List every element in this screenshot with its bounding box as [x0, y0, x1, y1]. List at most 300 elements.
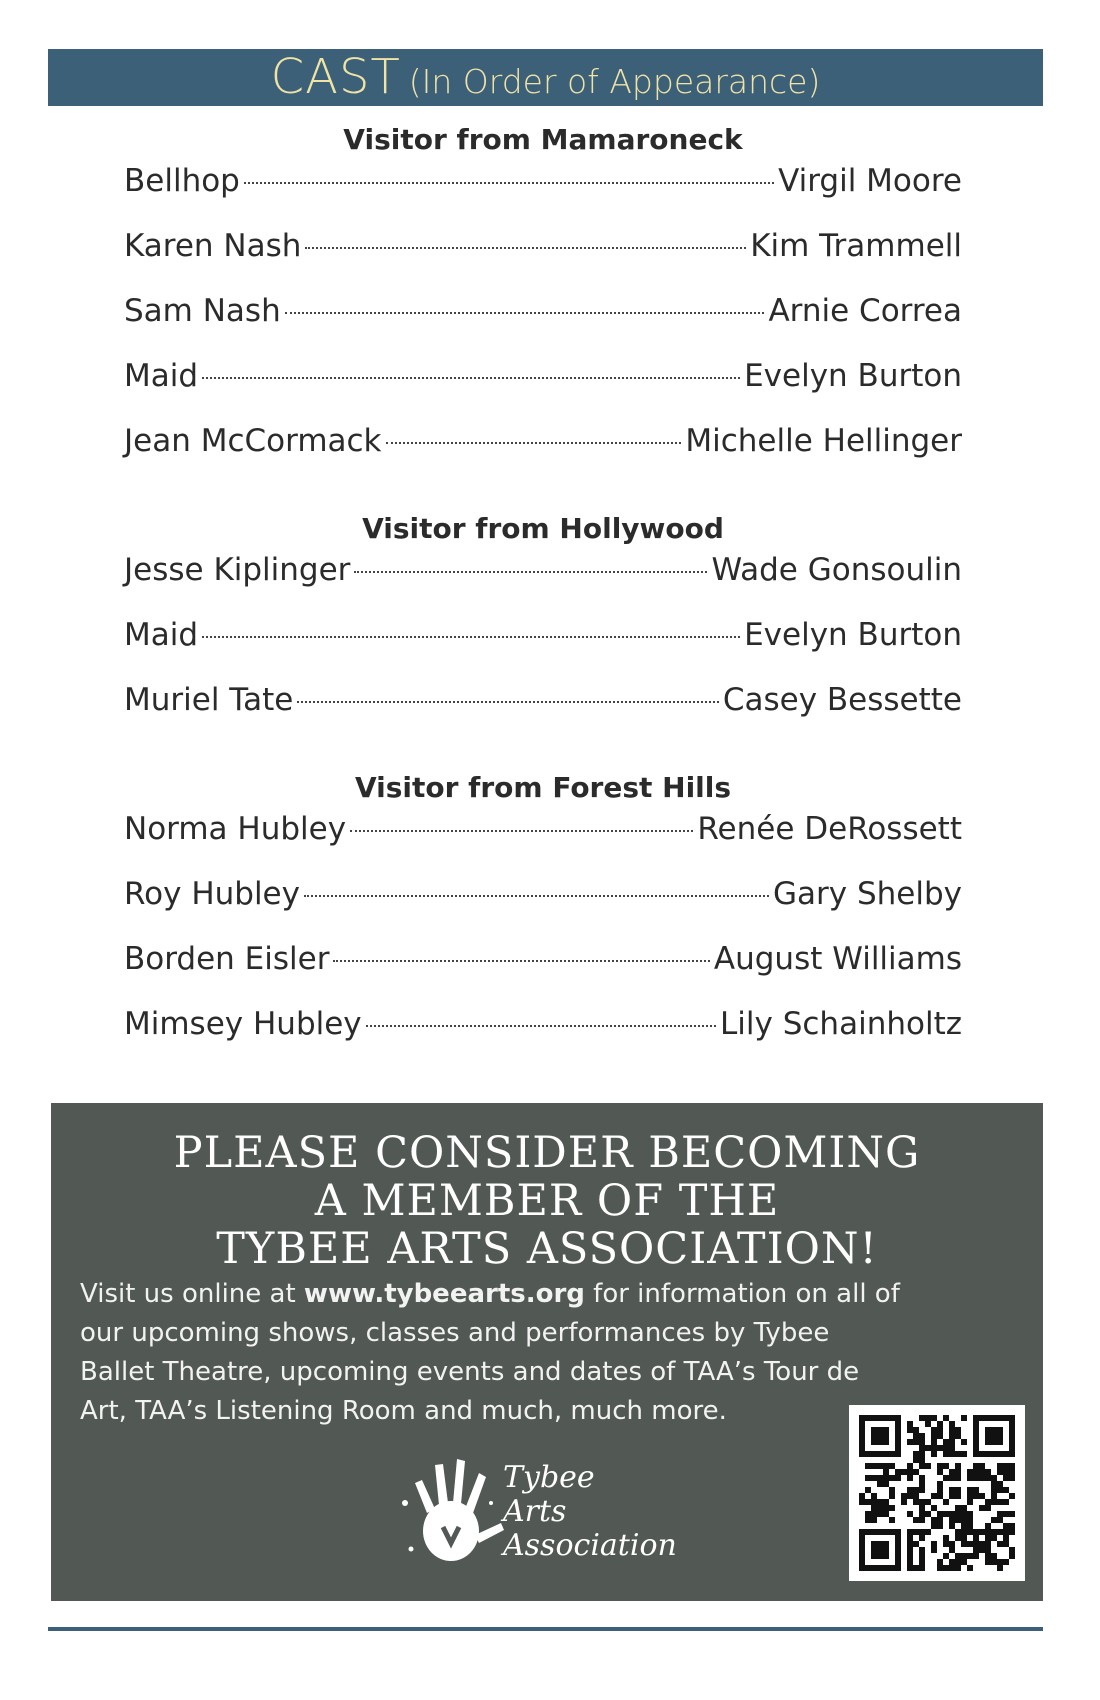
qr-module [937, 1493, 943, 1499]
qr-module [907, 1553, 913, 1559]
qr-module [955, 1529, 961, 1535]
qr-module [937, 1523, 943, 1529]
qr-module [913, 1439, 919, 1445]
cast-row [124, 552, 962, 617]
qr-module [955, 1427, 961, 1433]
qr-module [931, 1439, 937, 1445]
qr-module [877, 1481, 883, 1487]
qr-module [955, 1565, 961, 1571]
logo-line: Tybee [503, 1460, 595, 1495]
qr-module [961, 1559, 967, 1565]
qr-module [931, 1415, 937, 1421]
qr-module [943, 1445, 949, 1451]
qr-module [919, 1559, 925, 1565]
qr-module [967, 1493, 973, 1499]
qr-module [991, 1517, 997, 1523]
qr-module [895, 1469, 901, 1475]
role-name: Borden Eisler [124, 941, 330, 977]
qr-module [913, 1487, 919, 1493]
qr-module [949, 1523, 955, 1529]
qr-module [919, 1499, 925, 1505]
qr-module [913, 1451, 919, 1457]
qr-module [979, 1475, 985, 1481]
qr-module [889, 1493, 895, 1499]
dot-leader [297, 701, 719, 703]
actor-name: Michelle Hellinger [685, 423, 962, 459]
qr-module [919, 1535, 925, 1541]
cast-row [124, 811, 962, 876]
section-title: Visitor from Forest Hills [354, 771, 732, 804]
qr-module [973, 1463, 979, 1469]
qr-module [949, 1427, 955, 1433]
cast-row [124, 358, 962, 423]
qr-module [919, 1553, 925, 1559]
qr-module [973, 1535, 979, 1541]
qr-module [949, 1439, 955, 1445]
qr-code-icon [849, 1405, 1025, 1581]
qr-module [907, 1469, 913, 1475]
qr-module [955, 1451, 961, 1457]
qr-module [973, 1553, 979, 1559]
qr-module [883, 1463, 889, 1469]
qr-module [1009, 1493, 1015, 1499]
qr-module [913, 1529, 919, 1535]
qr-module [919, 1415, 925, 1421]
cast-row [124, 941, 962, 1006]
qr-module [865, 1487, 871, 1493]
qr-module [919, 1475, 925, 1481]
qr-module [865, 1511, 871, 1517]
qr-module [1003, 1529, 1009, 1535]
qr-module [979, 1463, 985, 1469]
qr-module [889, 1517, 895, 1523]
role-name: Maid [124, 358, 199, 394]
cast-row [124, 228, 962, 293]
dot-leader [350, 830, 693, 832]
role-name: Muriel Tate [124, 682, 294, 718]
qr-module [877, 1475, 883, 1481]
qr-module [967, 1511, 973, 1517]
qr-module [1009, 1463, 1015, 1469]
qr-module [979, 1541, 985, 1547]
qr-module [973, 1487, 979, 1493]
cast-row [124, 423, 962, 488]
qr-module [931, 1445, 937, 1451]
qr-module [943, 1553, 949, 1559]
qr-module [991, 1559, 997, 1565]
role-name: Roy Hubley [124, 876, 300, 912]
qr-module [931, 1505, 937, 1511]
qr-module [877, 1499, 883, 1505]
qr-module [925, 1415, 931, 1421]
qr-module [919, 1445, 925, 1451]
qr-module [919, 1547, 925, 1553]
qr-module [889, 1487, 895, 1493]
qr-module [943, 1511, 949, 1517]
qr-module [1003, 1499, 1009, 1505]
qr-module [919, 1457, 925, 1463]
qr-module [907, 1559, 913, 1565]
qr-module [919, 1451, 925, 1457]
qr-module [919, 1433, 925, 1439]
qr-module [919, 1505, 925, 1511]
qr-module [985, 1547, 991, 1553]
qr-module [943, 1451, 949, 1457]
qr-code[interactable] [849, 1405, 1025, 1581]
qr-module [967, 1469, 973, 1475]
qr-module [955, 1505, 961, 1511]
qr-module [871, 1511, 877, 1517]
qr-module [943, 1541, 949, 1547]
qr-module [877, 1505, 883, 1511]
qr-module [997, 1487, 1003, 1493]
qr-module [931, 1547, 937, 1553]
qr-module [913, 1493, 919, 1499]
qr-module [943, 1463, 949, 1469]
qr-module [997, 1499, 1003, 1505]
qr-module [937, 1463, 943, 1469]
qr-module [907, 1463, 913, 1469]
qr-module [997, 1481, 1003, 1487]
qr-module [907, 1439, 913, 1445]
qr-module [973, 1547, 979, 1553]
qr-module [985, 1475, 991, 1481]
qr-module [949, 1469, 955, 1475]
dot-leader [244, 182, 774, 184]
qr-module [985, 1469, 991, 1475]
qr-module [967, 1553, 973, 1559]
qr-module [871, 1517, 877, 1523]
qr-module [925, 1463, 931, 1469]
qr-module [943, 1415, 949, 1421]
logo-line: Arts [503, 1494, 567, 1529]
qr-module [991, 1529, 997, 1535]
qr-module [859, 1499, 865, 1505]
qr-module [997, 1565, 1003, 1571]
qr-module [907, 1541, 913, 1547]
qr-module [985, 1535, 991, 1541]
qr-module [907, 1547, 913, 1553]
qr-module [937, 1511, 943, 1517]
qr-module [961, 1517, 967, 1523]
qr-module [913, 1517, 919, 1523]
dot-leader [285, 312, 765, 314]
cast-row [124, 163, 962, 228]
actor-name: Renée DeRossett [697, 811, 962, 847]
cast-row [124, 876, 962, 941]
qr-module [985, 1523, 991, 1529]
qr-module [931, 1493, 937, 1499]
qr-module [913, 1433, 919, 1439]
qr-module [985, 1499, 991, 1505]
qr-module [937, 1433, 943, 1439]
qr-module [949, 1475, 955, 1481]
qr-module [955, 1469, 961, 1475]
qr-module [1003, 1535, 1009, 1541]
qr-module [913, 1457, 919, 1463]
membership-promo [51, 1103, 1043, 1601]
dot-leader [305, 247, 746, 249]
handprint-icon [402, 1459, 504, 1561]
qr-module [973, 1469, 979, 1475]
cast-row [124, 682, 962, 747]
qr-module [955, 1553, 961, 1559]
qr-module [943, 1475, 949, 1481]
qr-module [973, 1529, 979, 1535]
qr-module [997, 1469, 1003, 1475]
qr-module [949, 1493, 955, 1499]
qr-module [1003, 1487, 1009, 1493]
qr-module [925, 1529, 931, 1535]
qr-module [961, 1553, 967, 1559]
bottom-divider [48, 1627, 1043, 1631]
qr-module [961, 1523, 967, 1529]
qr-module [937, 1481, 943, 1487]
qr-module [913, 1541, 919, 1547]
qr-module [925, 1421, 931, 1427]
qr-module [865, 1463, 871, 1469]
qr-module [913, 1499, 919, 1505]
qr-module [949, 1421, 955, 1427]
qr-module [955, 1535, 961, 1541]
qr-module [919, 1529, 925, 1535]
qr-module [955, 1511, 961, 1517]
qr-module [937, 1487, 943, 1493]
qr-module [901, 1493, 907, 1499]
qr-module [985, 1529, 991, 1535]
actor-name: Gary Shelby [773, 876, 962, 912]
qr-module [1009, 1511, 1015, 1517]
qr-module [883, 1499, 889, 1505]
qr-module [973, 1475, 979, 1481]
qr-module [931, 1523, 937, 1529]
qr-module [985, 1541, 991, 1547]
qr-module [937, 1559, 943, 1565]
qr-module [895, 1475, 901, 1481]
qr-module [973, 1493, 979, 1499]
qr-module [1003, 1475, 1009, 1481]
qr-module [997, 1529, 1003, 1535]
qr-module [991, 1487, 997, 1493]
qr-module [967, 1517, 973, 1523]
qr-module [889, 1463, 895, 1469]
role-name: Karen Nash [124, 228, 302, 264]
qr-module [925, 1445, 931, 1451]
qr-module [931, 1541, 937, 1547]
role-name: Bellhop [124, 163, 240, 199]
cast-section-forest-hills [124, 765, 962, 1071]
qr-module [907, 1421, 913, 1427]
qr-module [1003, 1463, 1009, 1469]
qr-module [967, 1523, 973, 1529]
qr-module [949, 1517, 955, 1523]
promo-text: Visit us online at [80, 1279, 304, 1309]
qr-module [979, 1493, 985, 1499]
actor-name: Casey Bessette [722, 682, 962, 718]
qr-module [931, 1451, 937, 1457]
qr-module [901, 1469, 907, 1475]
qr-module [931, 1433, 937, 1439]
qr-module [997, 1511, 1003, 1517]
qr-module [949, 1547, 955, 1553]
qr-module [907, 1529, 913, 1535]
qr-module [937, 1469, 943, 1475]
qr-module [865, 1475, 871, 1481]
qr-module [907, 1475, 913, 1481]
qr-module [871, 1475, 877, 1481]
qr-module [991, 1481, 997, 1487]
dot-leader [304, 895, 769, 897]
dot-leader [386, 442, 682, 444]
qr-module [1009, 1547, 1015, 1553]
qr-module [967, 1541, 973, 1547]
actor-name: Wade Gonsoulin [711, 552, 962, 588]
qr-module [997, 1517, 1003, 1523]
qr-module [1003, 1541, 1009, 1547]
qr-module [997, 1463, 1003, 1469]
qr-module [1003, 1559, 1009, 1565]
qr-module [883, 1511, 889, 1517]
role-name: Mimsey Hubley [124, 1006, 362, 1042]
qr-module [931, 1517, 937, 1523]
promo-heading-line: A MEMBER OF THE [314, 1176, 780, 1226]
qr-module [883, 1481, 889, 1487]
qr-module [937, 1565, 943, 1571]
qr-module [937, 1421, 943, 1427]
qr-module [883, 1475, 889, 1481]
role-name: Jean McCormack [124, 423, 382, 459]
qr-module [943, 1439, 949, 1445]
qr-module [943, 1499, 949, 1505]
qr-module [979, 1469, 985, 1475]
qr-module [913, 1427, 919, 1433]
qr-module [991, 1553, 997, 1559]
cast-title: CAST [270, 49, 401, 105]
qr-module [937, 1445, 943, 1451]
section-title: Visitor from Hollywood [362, 512, 724, 545]
qr-module [979, 1547, 985, 1553]
qr-module [967, 1565, 973, 1571]
actor-name: Evelyn Burton [744, 617, 962, 653]
qr-module [997, 1559, 1003, 1565]
qr-module [949, 1451, 955, 1457]
cast-row [124, 293, 962, 358]
promo-heading-line: PLEASE CONSIDER BECOMING [173, 1128, 921, 1178]
qr-module [955, 1487, 961, 1493]
qr-module [979, 1505, 985, 1511]
promo-heading [51, 1129, 1043, 1273]
qr-module [949, 1565, 955, 1571]
qr-module [991, 1499, 997, 1505]
qr-module [955, 1433, 961, 1439]
qr-module [919, 1463, 925, 1469]
role-name: Maid [124, 617, 199, 653]
qr-module [949, 1511, 955, 1517]
qr-module [937, 1517, 943, 1523]
qr-module [919, 1439, 925, 1445]
cast-subtitle: (In Order of Appearance) [408, 62, 821, 101]
qr-module [919, 1517, 925, 1523]
qr-module [955, 1493, 961, 1499]
qr-module [871, 1493, 877, 1499]
qr-module [961, 1511, 967, 1517]
actor-name: Evelyn Burton [744, 358, 962, 394]
qr-module [943, 1535, 949, 1541]
dot-leader [366, 1025, 716, 1027]
qr-module [997, 1541, 1003, 1547]
tybee-arts-logo [391, 1443, 751, 1583]
qr-module [925, 1499, 931, 1505]
cast-section-mamaroneck [124, 117, 962, 488]
qr-module [967, 1487, 973, 1493]
promo-text: for information on all of our upcoming shows, classes and performances by Tybee Ballet Theatre, upcoming events and dates of TAA’s Tour de Art, TAA’s Listening Room and much, much more. [80, 1279, 900, 1426]
cast-row [124, 1006, 962, 1071]
qr-module [985, 1505, 991, 1511]
qr-module [961, 1529, 967, 1535]
qr-module [967, 1529, 973, 1535]
section-title: Visitor from Mamaroneck [343, 123, 743, 156]
qr-module [883, 1505, 889, 1511]
qr-module [907, 1511, 913, 1517]
qr-module [961, 1439, 967, 1445]
qr-module [919, 1565, 925, 1571]
qr-module [931, 1427, 937, 1433]
qr-module [949, 1541, 955, 1547]
website-link[interactable]: www.tybeearts.org [303, 1279, 585, 1309]
qr-module [991, 1475, 997, 1481]
qr-module [1009, 1553, 1015, 1559]
qr-module [961, 1415, 967, 1421]
qr-module [907, 1487, 913, 1493]
qr-module [871, 1499, 877, 1505]
qr-module [865, 1517, 871, 1523]
qr-module [967, 1499, 973, 1505]
qr-module [967, 1475, 973, 1481]
qr-module [883, 1469, 889, 1475]
dot-leader [354, 571, 707, 573]
qr-module [1009, 1475, 1015, 1481]
qr-module [943, 1565, 949, 1571]
qr-module [937, 1427, 943, 1433]
qr-module [907, 1535, 913, 1541]
qr-module [949, 1433, 955, 1439]
qr-module [913, 1469, 919, 1475]
qr-module [961, 1451, 967, 1457]
qr-module [871, 1463, 877, 1469]
actor-name: Virgil Moore [778, 163, 962, 199]
promo-heading-line: TYBEE ARTS ASSOCIATION! [216, 1224, 878, 1274]
actor-name: Lily Schainholtz [720, 1006, 962, 1042]
qr-module [991, 1493, 997, 1499]
cast-header [48, 49, 1043, 106]
qr-module [889, 1475, 895, 1481]
actor-name: Arnie Correa [768, 293, 962, 329]
qr-module [985, 1553, 991, 1559]
qr-module [889, 1505, 895, 1511]
qr-module [973, 1541, 979, 1547]
qr-module [1009, 1529, 1015, 1535]
qr-module [955, 1517, 961, 1523]
promo-body [80, 1275, 900, 1431]
dot-leader [202, 636, 740, 638]
qr-module [919, 1481, 925, 1487]
qr-module [949, 1445, 955, 1451]
qr-module [961, 1535, 967, 1541]
qr-module [859, 1493, 865, 1499]
qr-module [949, 1487, 955, 1493]
qr-module [907, 1493, 913, 1499]
qr-module [877, 1463, 883, 1469]
